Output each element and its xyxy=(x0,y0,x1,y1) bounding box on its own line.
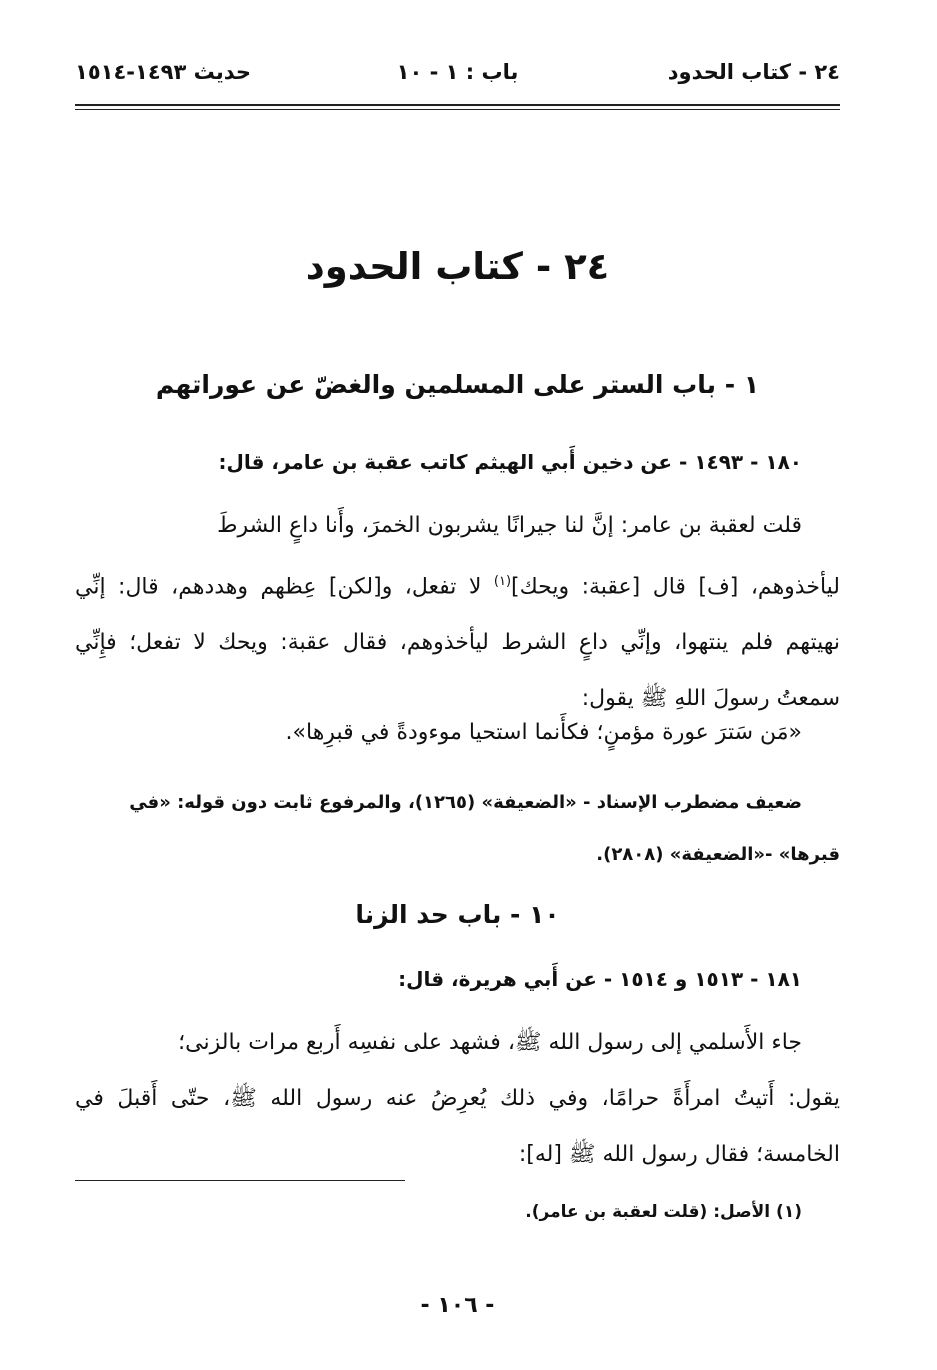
hadith-text-181-line-1: جاء الأَسلمي إلى رسول الله ﷺ، فشهد على نفسِه أَربع مرات بالزنى؛ xyxy=(178,1030,802,1055)
grading-note-180 xyxy=(75,777,840,881)
footnote-1: (١) الأصل: (قلت لعقبة بن عامر). xyxy=(525,1202,802,1222)
grading-line-2: قبرها» -«الضعيفة» (٢٨٠٨). xyxy=(596,844,840,865)
header-chapter-range: باب : ١ - ١٠ xyxy=(396,60,519,84)
hadith-text-180 xyxy=(75,498,840,727)
header-rule xyxy=(75,104,840,110)
hadith-text-180-rest: لا تفعل، و[لكن] عِظهم وهددهم، قال: إنِّي نهيتهم فلم ينتهوا، وإنِّي داعٍ الشرط ليأخذوهم، فقال عقبة: ويحك لا تفعل؛ فإِنِّي سمعتُ رسولَ اللهِ ﷺ يقول: xyxy=(75,574,840,712)
footnote-rule xyxy=(75,1180,405,1181)
hadith-text-181 xyxy=(75,1015,840,1183)
header-hadith-range: حديث ١٤٩٣-١٥١٤ xyxy=(75,60,251,84)
chapter-title-10: ١٠ - باب حد الزنا xyxy=(355,900,560,929)
running-header xyxy=(75,58,840,98)
hadith-text-180-body xyxy=(75,554,840,727)
hadith-text-181-body: يقول: أَتيتُ امرأَةً حرامًا، وفي ذلك يُعرِضُ عنه رسول الله ﷺ، حتّى أَقبلَ في الخامسة؛ فقال رسول الله ﷺ [له]: xyxy=(75,1086,840,1167)
chapter-title-1: ١ - باب الستر على المسلمين والغضّ عن عوراتهم xyxy=(155,370,760,399)
book-title: ٢٤ - كتاب الحدود xyxy=(305,245,610,288)
hadith-text-180-part: ليأخذوهم، [ف] قال [عقبة: ويحك] xyxy=(511,574,840,600)
hadith-text-180-line-1: قلت لعقبة بن عامر: إنَّ لنا جيرانًا يشربون الخمرَ، وأَنا داعٍ الشرطَ xyxy=(217,513,802,538)
hadith-heading-181: ١٨١ - ١٥١٣ و ١٥١٤ - عن أَبي هريرة، قال: xyxy=(398,967,802,991)
hadith-heading-180: ١٨٠ - ١٤٩٣ - عن دخين أَبي الهيثم كاتب عقبة بن عامر، قال: xyxy=(218,450,802,474)
header-book-title: ٢٤ - كتاب الحدود xyxy=(667,60,840,84)
grading-line-1: ضعيف مضطرب الإسناد - «الضعيفة» (١٢٦٥)، والمرفوع ثابت دون قوله: «في xyxy=(129,792,802,813)
page-number: - ١٠٦ - xyxy=(420,1293,495,1318)
book-page xyxy=(75,40,840,1340)
hadith-quote-180: «مَن سَترَ عورة مؤمنٍ؛ فكأَنما استحيا موءودةً في قبرِها». xyxy=(285,720,802,745)
footnote-ref-1[interactable]: (١) xyxy=(493,574,512,589)
